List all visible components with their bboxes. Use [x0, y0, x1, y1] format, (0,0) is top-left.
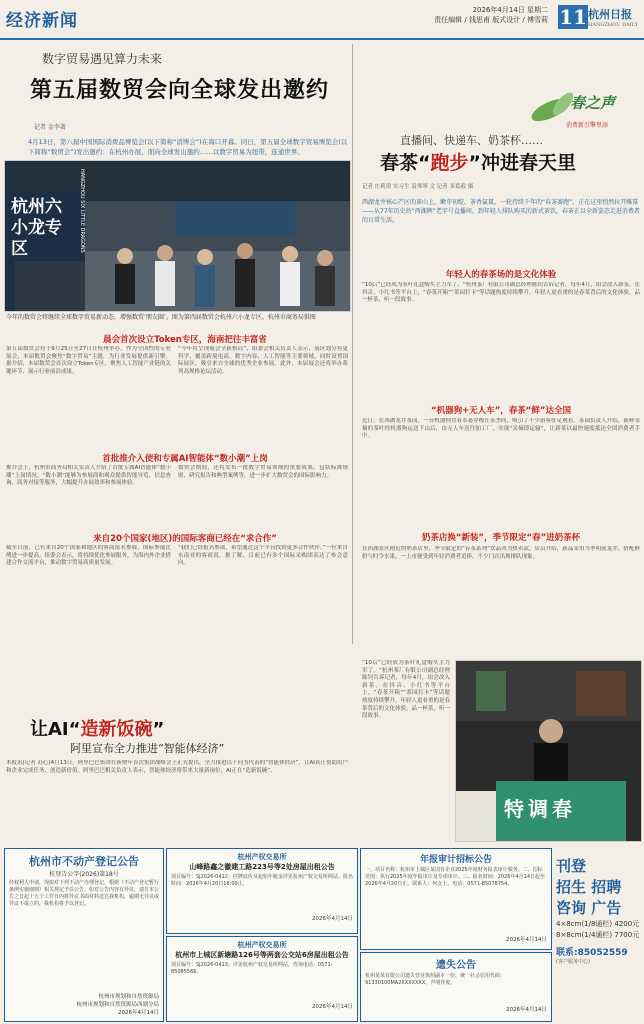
paper-name: 杭州日报: [588, 8, 633, 21]
story-kicker: 数字贸易遇见算力未来: [42, 52, 163, 66]
milk-tea-shop-photo: [455, 660, 642, 842]
ad-rental-1: [166, 848, 358, 934]
photo-label-en: HANGZHOU SIX LITTLE DRAGONS: [79, 169, 85, 253]
section-title: 经济新闻: [6, 11, 78, 31]
tea-body-1: “10后”已经成为茶叶礼盒购买主力军了。“杭州茶厂有限公司副总经理陈钊告诉记者，每年4月，组会改入新茶。在抖音、小红书等平台上，“春茶开箱”“茶园打卡”等话题热度持续攀升。年轻人更看重的是春茶背后的文化体验，品一杯茶，听一段故事。: [362, 282, 640, 304]
shop-sign: 特调春: [504, 797, 576, 821]
ad3-title: 杭州产权交易所: [237, 941, 287, 949]
ad-lost-notice: [360, 952, 552, 1022]
ad3-sign: 2026年4月14日: [312, 1004, 353, 1010]
subhead-1: 晨会首次设立Token专区，海南把往丰富省: [103, 335, 267, 345]
tea-byline: 记者 庄莉璟 实习生 袁琴琴 文 记者 多葛毅 摄: [362, 184, 474, 190]
ad-rental-2: [166, 936, 358, 1022]
ad-property-registration: [4, 848, 164, 1022]
ai-headline-pre: 让AI“: [30, 719, 81, 740]
ad6-line-3: 咨询 广告: [556, 899, 622, 917]
issue-date: 2026年4月14日 星期二: [472, 6, 548, 14]
ad5-text: 杭州某某有限公司遗失营业执照副本一份，统一社会信用代码：91330100MA2XXXXXXX，声明作废。: [365, 973, 506, 986]
photo-label: 杭州六小龙专区: [11, 197, 62, 259]
ad4-sign: 2026年4月14日: [506, 937, 547, 943]
column-divider: [352, 44, 353, 644]
ad4-text: 一、项目名称：杭州市上城区某国有企业2025年度财务报表审计服务。二、招标范围：执行2025年度年报审计及专项审计。三、报名时间：2026年4月14日起至2026年4月20日止。联系人：何女士，电话：0571-85078754。: [365, 867, 545, 887]
ad-audit-tender: [360, 848, 552, 950]
ad1-title: 杭州市不动产登记公告: [29, 855, 139, 868]
header-meta: [434, 5, 548, 25]
ad6-tel-note: (客户服务中心): [556, 959, 590, 965]
expo-photo: [4, 160, 351, 312]
tea-subhead-2: “机器狗+无人车”，春茶“鲜”达全国: [431, 406, 571, 416]
ai-headline-post: ”: [152, 719, 165, 740]
tea-headline-post: ”冲进春天里: [468, 152, 577, 174]
ad2-sub: 山峰路鑫之徽建工路223号等2处房屋出租公告: [189, 863, 335, 871]
story-byline: 记者 金李著: [34, 124, 66, 131]
page-number: 11: [559, 5, 587, 29]
body-p1: 第五届数贸会将于9月25日至27日在杭州举办。作为全国性的专业展会，本届数贸会聚焦“数字贸易”主题，为行业发展提供新引擎。据介绍，本届数贸会首次设立Token专区，聚焦人工智能产业链的关键环节，展示行业前沿成果。: [6, 346, 171, 375]
ai-headline: [30, 715, 350, 741]
ad5-sign: 2026年4月14日: [506, 1007, 547, 1013]
ad6-price-2: 8×8cm(1/4通栏) 7700元: [556, 931, 640, 939]
tea-body-2: 近日，在西湖龙井茶园，一台机器狗背着茶篓穿梭在茶垄间，吸引了不少游客驻足观看。茶园负责人介绍，新鲜采摘的茶叶经机器狗运送下山后，由无人车送往加工厂，实现“采摘即运输”，让新茶以最快速度抵达全国消费者手中。: [362, 418, 640, 440]
ad5-title: 遗失公告: [436, 960, 476, 971]
subhead-3: 来自20个国家(地区)的国际客商已经在“求合作”: [93, 534, 277, 544]
ad1-sub: 杭登告公字(2026)第18号: [49, 871, 119, 878]
tea-lead: 西湖龙井核心产区的茶山上，嫩芽初绽，茶香氤氲。一轮持续千年的“春茶赛跑”，正在这里悄然拉开帷幕——从77年历史的“西湖牌”老字号直播间，到年轻人排队购买的新式茶饮，春茶正以全新姿态走进消费者的日常生活。: [362, 199, 640, 224]
ad-rates-box: [556, 856, 640, 1016]
body-p5: 数贸会期间，还将发布一批数字贸易领域的重要成果，包括标准规则、研究报告和典型案例等，进一步扩大数贸会的国际影响力。: [178, 465, 348, 479]
subhead-2: 首批推介入使和专属AI智能体“数小潮”上岗: [102, 454, 268, 464]
column-subtitle: 消费新引擎里添: [566, 122, 609, 129]
ad2-title: 杭州产权交易所: [237, 853, 287, 861]
paper-name-en: HANGZHOU DAILY: [588, 22, 638, 28]
tea-headline-pre: 春茶“: [380, 152, 431, 174]
ad6-price-1: 4×8cm(1/8通栏) 4200元: [556, 920, 640, 928]
ad6-line-1: 刊登: [556, 857, 587, 875]
body-p6: “我们已经报名参展，希望通过这个平台找到更多合作伙伴。”一位来自东南亚的客商说。据了解，目前已有多个国际采购团表达了参会意向。: [178, 545, 348, 567]
story-headline: 第五届数贸会向全球发出邀约: [30, 78, 330, 103]
ad3-sub: 杭州市上城区新塘路126号等两套公交站6房屋出租公告: [175, 951, 349, 959]
ai-subheadline: 阿里宣布全力推进“智能体经济”: [70, 742, 225, 755]
tea-body-3: 在西湖景区附近的奶茶店里，季节限定的“春茶系列”饮品成为热卖款。店员介绍，新品采用当季明前龙井，搭配鲜奶与时令水果，一上市便受到年轻消费者追捧，不少门店出现排队现象。: [362, 546, 640, 560]
editors-line: 责任编辑 / 钱思甫 版式设计 / 傅雪莉: [434, 16, 548, 24]
ad2-text: 项目编号：SJ2026-0412；挂牌底价及起始年租金详见杭州产权交易所网站。报名时间：2026年4月20日16:00止。: [171, 874, 353, 887]
body-p4: 推介会上，杭州市商务局相关负责人介绍了首批专属AI智能体“数小潮”上岗情况。“数小潮”能够为参展商和观众提供智能导览、信息查询、商务对接等服务，大幅提升办展效率和参展体验。: [6, 465, 171, 487]
ad4-title: 年报审计招标公告: [419, 855, 492, 865]
body-p2: “今年将呈现展会全新格局”，组委会相关负责人表示，展区划分将更科学，覆盖跨境电商、数字内容、人工智能等主要领域，同时设置国际展区，吸引来自全球的优秀企业参展。此外，本届展会还将举办系列高规格论坛活动。: [178, 346, 348, 375]
ai-headline-red: 造新饭碗: [80, 719, 153, 740]
ai-body: 本报讯(记者 苏心)4月13日，阿里巴巴集团在新财年首次集团战略会上正式提出，全力推进以千问为代表的“智能体经济”，让AI真正帮助用户和企业完成任务、创造新价值。阿里巴巴相关负责人表示，智能体经济将带来大量新岗位，AI正在“造新饭碗”。: [6, 760, 348, 774]
paper-logo: [588, 6, 638, 28]
ad6-line-2: 招生 招聘: [556, 878, 622, 896]
story-lead: 4月13日，第六届中国国际消费品博览会(以下简称“消博会”)在海口开幕。同日，第五届全球数字贸易博览会(以下简称“数贸会”)发出邀约：在杭州办展，面向全球发出邀约……以数字贸易为纽带，连通世界。: [28, 138, 348, 156]
tea-headline: [380, 148, 576, 175]
ad6-tel: 联系:85052559: [556, 948, 628, 958]
tea-headline-red: 跑步: [430, 152, 469, 174]
page-header: [0, 0, 644, 40]
tea-subhead-3: 奶茶店换“新装”，季节限定“春”进奶茶杯: [421, 533, 581, 543]
photo-caption: 今年的数贸会将继续全球数字贸易新动态，增强数贸‘朋友圈’。图为第四届数贸会杭州六小龙专区。杭州市商务局供图: [6, 314, 316, 321]
tea-body-4: “10后”已经成为茶叶礼盒购买主力军了。“杭州茶厂有限公司副总经理陈钊告诉记者，每年4月，组会改入新茶。在抖音、小红书等平台上，“春茶开箱”“茶园打卡”等话题热度持续攀升。年轻人更看重的是春茶背后的文化体验，品一杯茶，听一段故事。: [362, 660, 450, 720]
column-title: 春之声: [570, 94, 616, 112]
ad1-text: 经权利人申请，现拟对下列不动产办理登记，根据《不动产登记暂行条例实施细则》相关规定予以公告。如对公告内容有异议，请自本公告之日起十五个工作日内将异议书面材料送达我机构。逾期无异议或异议不成立的，我机构将予以登记。: [9, 880, 160, 907]
ads-section: [0, 846, 644, 1024]
body-p3: 截至目前，已有来自20个国家和地区的客商报名参展，国际参展比例进一步提高。组委会表示，将持续优化参展服务，为海内外企业搭建合作交流平台，推动数字贸易高质量发展。: [6, 545, 171, 567]
tea-kicker: 直播间、快递车、奶茶杯……: [400, 134, 543, 147]
ad3-text: 项目编号：SJ2026-0413；详见杭州产权交易所网站，咨询电话：0571-85085566。: [171, 962, 333, 975]
tea-subhead-1: 年轻人的春茶场的是文化体验: [445, 270, 557, 280]
ad1-sign: 杭州市规划和自然资源局 杭州市规划和自然资源局西湖分局 2026年4月14日: [76, 994, 159, 1016]
ad2-sign: 2026年4月14日: [312, 916, 353, 922]
